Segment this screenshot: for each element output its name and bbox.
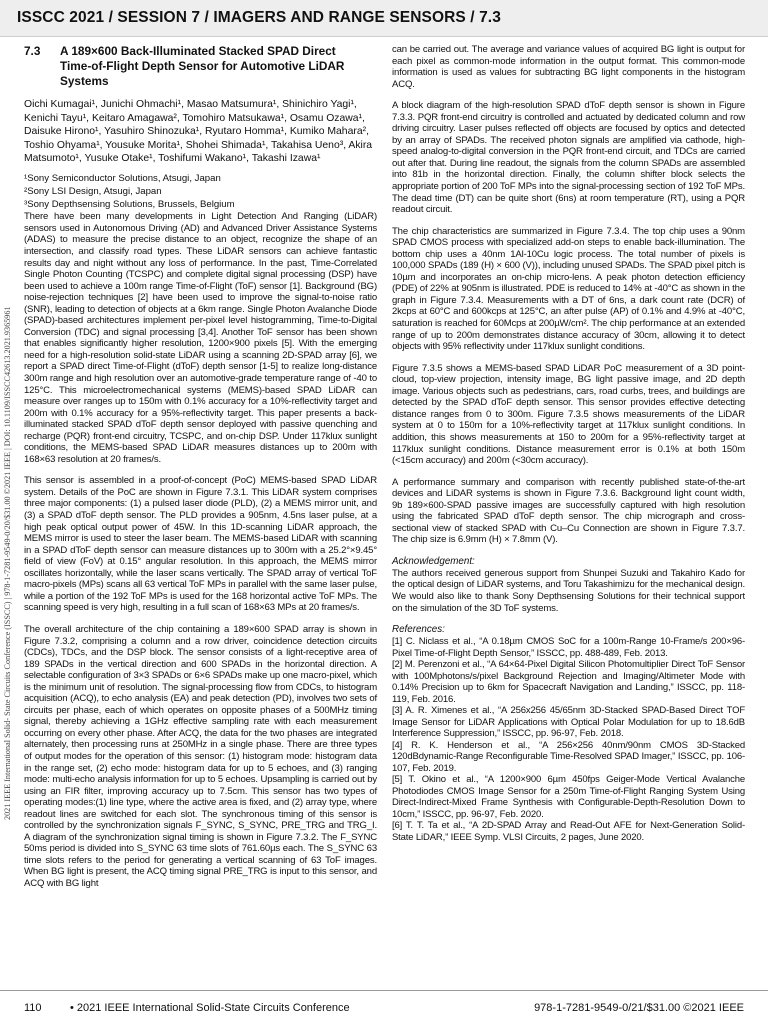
body-paragraph: The overall architecture of the chip containing a 189×600 SPAD array is shown in Figure 7.3.2, comprising a column and a row driver, coincidence detection circuits (CDCs), TDCs, and the DSP block. The sensor consists of a light-receptive area of 189 SPADs in the vertical direction and 600 SPADs in the horizontal direction. A selectable configuration of 3×3 SPADs or 6×6 SPADs make up one macro-pixel, which is the minimum unit of resolution. The signal-processing flow from CDCs, to histogram acquisition (ACQ), to echo analysis (EA) and peak detection (PD), involves two sets of circuits per phase, each of which operates on opposite phases of a 500MHz timing signal, thereby achieving a 1GHz effective sampling rate with each measurement occurring on every other phase. After ACQ, the data for the two phases are integrated alternately, then processing runs at 250MHz in a single phase. There are three types of output modes for the operation of this sensor: (1) histogram mode: histogram data in the range set, (2) echo mode: histogram data for up to 5 echoes, and (3) ranging mode: multi-echo analysis information for up to 5 echoes. Upsampling is carried out by using an FIR filter, improving accuracy up to 7.5cm. This sensor has two types of operating modes:(1) line type, where the active area is fixed, and (2) array type, where readout lines are switched for each slot. The synchronous timing of this sensor is controlled by the synchronization signals F_SYNC, S_SYNC, PRE_TRG and TRG_I. A diagram of the synchronization signal timing is shown in Figure 7.3.2. The F_SYNC 50ms period is divided into S_SYNC 63 time slots of 761.60µs each. The S_SYNC 63 time slots refers to the period for generating a vertical scanning of 63 ToF images. When BG light is present, the ACQ timing signal PRE_TRG is input to this sensor, and ACQ with BG light — [24, 623, 377, 889]
body-paragraph: A performance summary and comparison with recently published state-of-the-art devices and LiDAR systems is shown in Figure 7.3.6. Background light count width, 9b 189×600-SPAD passive images are successfully captured with high resolution using the fabricated SPAD dToF depth sensor. The chip micrograph and cross-sectional view of stacked SPAD with Cu–Cu Connection are shown in Figure 7.3.7. The chip size is 6.9mm (H) × 7.8mm (V). — [392, 476, 745, 546]
reference-item: [1] C. Niclass et al., “A 0.18µm CMOS SoC for a 100m-Range 10-Frame/s 200×96-Pixel Time-of-Flight Depth Sensor,” ISSCC, pp. 488-489, Feb. 2013. — [392, 636, 745, 659]
body-paragraph: There have been many developments in Light Detection And Ranging (LiDAR) sensors used in Autonomous Driving (AD) and Advanced Driver Assistance Systems (ADAS) to measure the precise distance to an object, recognize the shape of an intersection, and classify road types. These LiDAR sensors can achieve fantastic results day and night without any loss of performance. In the past, Time-Correlated Single Photon Counting (TCSPC) and complete digital signal processing (DSP) have been used to achieve a 100m range Time-of-Flight (ToF) sensor [1]. Background (BG) noise-rejection techniques [2] have been used to improve the signal-to-noise ratio (SNR), leading to detection of objects at a 6km range. Single Photon Avalanche Diode (SPAD)-based architectures implement per-pixel level histogramming, Time-to-Digital Conversion (TDC) and signal processing [3,4]. Another ToF sensor has been shown that enables significantly higher resolution, 1200×900 pixels [5]. With the emerging need for a high-resolution solid-state LiDAR using a scanning 2D-SPAD array [6], we report a SPAD direct Time-of-Flight (dToF) depth sensor [1-5] to realize long-distance 300m range and high resolution over an automotive-grade temperature range of -40 to 125°C. This microelectromechanical systems (MEMS)-based SPAD LiDAR can measure over ranges up to 150m with 0.1% accuracy for a 10%-reflectivity target and 200m with 0.1% accuracy for a 95%-reflectivity target. This paper presents a back-illuminated stacked SPAD dToF depth sensor deployed with passive quenching and recharge (PQR) front-end circuitry, TCSPC, and on-chip DSP. Under 117klux sunlight conditions, the MEMS-based SPAD LiDAR measures distances up to 200m with 168×63 resolution at 20 frames/s. — [24, 211, 377, 465]
left-column — [24, 44, 377, 900]
reference-item: [6] T. T. Ta et al., “A 2D-SPAD Array and Read-Out AFE for Next-Generation Solid-State LiDAR,” IEEE Symp. VLSI Circuits, 2 pages, June 2020. — [392, 820, 745, 843]
reference-item: [2] M. Perenzoni et al., “A 64×64-Pixel Digital Silicon Photomultiplier Direct ToF Sensor with 100Mphotons/s/pixel Background Rejection and Imaging/Altimeter Mode with 0.14% Precision up to 6km for Spacecraft Navigation and Landing,” ISSCC, pp. 118-119, Feb. 2016. — [392, 659, 745, 705]
side-metadata-text: 2021 IEEE International Solid- State Circuits Conference (ISSCC) | 978-1-7281-9549-0/20/$31.00 ©2021 IEEE | DOI: 10.1109/ISSCC42613.2021.9365961 — [3, 306, 12, 820]
body-paragraph: This sensor is assembled in a proof-of-concept (PoC) MEMS-based SPAD LiDAR system. Details of the PoC are shown in Figure 7.3.1. This LiDAR system comprises three major components: (1) a pulsed laser diode (PLD), (2) a MEMS mirror unit, and (3) a SPAD dToF depth sensor. The PLD provides a 905nm, 4.5ns laser pulse, at a high peak optical output power of 45W. In this 1D-scanning LiDAR approach, the MEMS mirror is used to steer the laser beam. The MEMS-based LiDAR with scanning in a SPAD dToF depth sensor can measure distances up to 300m with a 25.2°×9.45° field of view (FoV) at 0.15° angular resolution. In this approach, the MEMS mirror oscillates horizontally, while the laser scans vertically. The SPAD array of vertical ToF macro-pixels (MPs) scans all 63 vertical ToF MPs in parallel with the same laser pulse, while a portion of the 192 ToF MPs is used for the 168 horizontal active ToF MPs. The scanning speed is very high, resulting in a full scan of 168×63 MPs at 20 frames/s. — [24, 475, 377, 614]
body-paragraph: A block diagram of the high-resolution SPAD dToF depth sensor is shown in Figure 7.3.3. PQR front-end circuitry is controlled and actuated by dedicated column and row driving circuitry. Laser pulses reflected off objects are focused by optics and detected by an array of SPADs. The received photon signals are amplified via cathode, high-speed analog-to-digital conversion in the PQR front-end circuit, and TDCs are carried out after that. During line readout, the signals from the column SPADs are assembled into 81b in the horizontal direction. Finally, the column shifter block selects the appropriate portion of 200 ToF MPs into the signal-processing section of 192 ToF MPs. The dead time (DT) can be quite short (6ns) at room temperature (RT), using a PQR readout circuit. — [392, 100, 745, 216]
footer-divider — [0, 990, 768, 991]
affiliation: ³Sony Depthsensing Solutions, Brussels, Belgium — [24, 198, 235, 210]
body-paragraph: can be carried out. The average and variance values of acquired BG light is output for each pixel as common-mode information in the output format. This common-mode information is used as values for subtracting BG light components in the histogram ACQ. — [392, 44, 745, 90]
acknowledgement-heading: Acknowledgement: — [392, 555, 475, 567]
title-line-1: A 189×600 Back-Illuminated Stacked SPAD Direct — [60, 44, 336, 58]
references-heading: References: — [392, 624, 445, 636]
page-number: 110 — [24, 1002, 42, 1014]
affiliation: ²Sony LSI Design, Atsugi, Japan — [24, 185, 162, 197]
reference-item: [5] T. Okino et al., “A 1200×900 6µm 450fps Geiger-Mode Vertical Avalanche Photodiodes CMOS Image Sensor for a 250m Time-of-Flight Ranging System Using Direct-Indirect-Mixed Frame Synthesis with Configurable-Depth-Resolution Down to 10cm,” ISSCC, pp. 96-97, Feb. 2020. — [392, 774, 745, 820]
paper-number: 7.3 — [24, 44, 41, 58]
title-line-2: Time-of-Flight Depth Sensor for Automotive LiDAR Systems — [60, 59, 345, 88]
side-metadata-strip — [3, 180, 15, 820]
author-list: Oichi Kumagai¹, Junichi Ohmachi¹, Masao Matsumura¹, Shinichiro Yagi¹, Kenichi Tayu¹, Keitaro Amagawa², Tomohiro Matsukawa¹, Osamu Ozawa¹, Daisuke Hirono¹, Yasuhiro Shinozuka¹, Ryutaro Homma¹, Kumiko Mahara², Toshio Ohyama¹, Yousuke Morita¹, Shohei Shimada¹, Takahisa Ueno³, Akira Matsumoto¹, Yusuke Otake¹, Toshifumi Wakano¹, Takashi Izawa¹ — [24, 99, 373, 165]
footer-conference: • 2021 IEEE International Solid-State Circuits Conference — [70, 1002, 350, 1014]
affiliation: ¹Sony Semiconductor Solutions, Atsugi, Japan — [24, 172, 221, 184]
right-column — [392, 44, 745, 843]
running-title: ISSCC 2021 / SESSION 7 / IMAGERS AND RANGE SENSORS / 7.3 — [17, 9, 501, 26]
paper-title — [24, 44, 377, 89]
reference-item: [4] R. K. Henderson et al., “A 256×256 40nm/90nm CMOS 3D-Stacked 120dBdynamic-Range Reconfigurable Time-Resolved SPAD Imager,” ISSCC, pp. 106-107, Feb. 2019. — [392, 739, 745, 774]
reference-list — [392, 636, 745, 843]
affiliations — [24, 173, 377, 211]
footer-isbn: 978-1-7281-9549-0/21/$31.00 ©2021 IEEE — [534, 1002, 744, 1014]
body-paragraph: The chip characteristics are summarized in Figure 7.3.4. The top chip uses a 90nm SPAD CMOS process with specialized add-on steps to enable back-illumination. The bottom chip uses a 40nm 1Al-10Cu logic process. The total number of pixels is 100,000 SPADs (189 (H) × 600 (V)), including unused SPADs. The SPAD pixel pitch is 10µm and incorporates an on-chip micro-lens. A peak photon detection efficiency (PDE) of 22% at 905nm is illustrated. PDE is reduced to 14% at -40°C as shown in the graph in Figure 7.3.4. Measurements with a DT of 6ns, a dark count rate (DCR) of 2kcps at 60°C and 600kcps at 125°C, an after pulse (AP) of 0.1% and 4.9% at -40°C, saturation is reached for 60Mcps at 200µW/cm². The chip performance at an extended range of up to 200m demonstrates distance accuracy of 30cm, allowing it to detect objects with 95% reflectivity under 117klux sunlight conditions. — [392, 225, 745, 353]
running-header — [0, 0, 768, 37]
acknowledgement-text: The authors received generous support from Shunpei Suzuki and Takahiro Kado for the optical design of LiDAR systems, and Toru Takashimizu for the mechanical design. We would also like to thank Sony Depthsensing Solutions for their technical support on the simulation of the 3D ToF systems. — [392, 567, 745, 614]
page-footer — [0, 990, 768, 1024]
body-paragraph: Figure 7.3.5 shows a MEMS-based SPAD LiDAR PoC measurement of a 3D point-cloud, top-view projection, intensity image, BG light passive image, and 2D depth image. Various objects such as pedestrians, cars, road curbs, trees, and buildings are detected by the SPAD dToF depth sensor. This sensor provides effective detecting distance ranges from 0 to 300m. Figure 7.3.5 shows measurements of the LiDAR system at 0 to 150m for a 10%-reflectivity target at 117klux sunlight conditions. In addition, this shows measurements at 150 to 200m for a 95%-reflectivity target at 117klux sunlight conditions. Distance measurement error is 0.1% at both 150m (<15cm accuracy) and 200m (<30cm accuracy). — [392, 362, 745, 467]
paper-title-text — [60, 44, 377, 89]
reference-item: [3] A. R. Ximenes et al., “A 256x256 45/65nm 3D-Stacked SPAD-Based Direct TOF Image Sensor for LiDAR Applications with Optical Polar Modulation for up to 18.6dB Interference Suppression,” ISSCC, pp. 96-97, Feb. 2018. — [392, 705, 745, 740]
